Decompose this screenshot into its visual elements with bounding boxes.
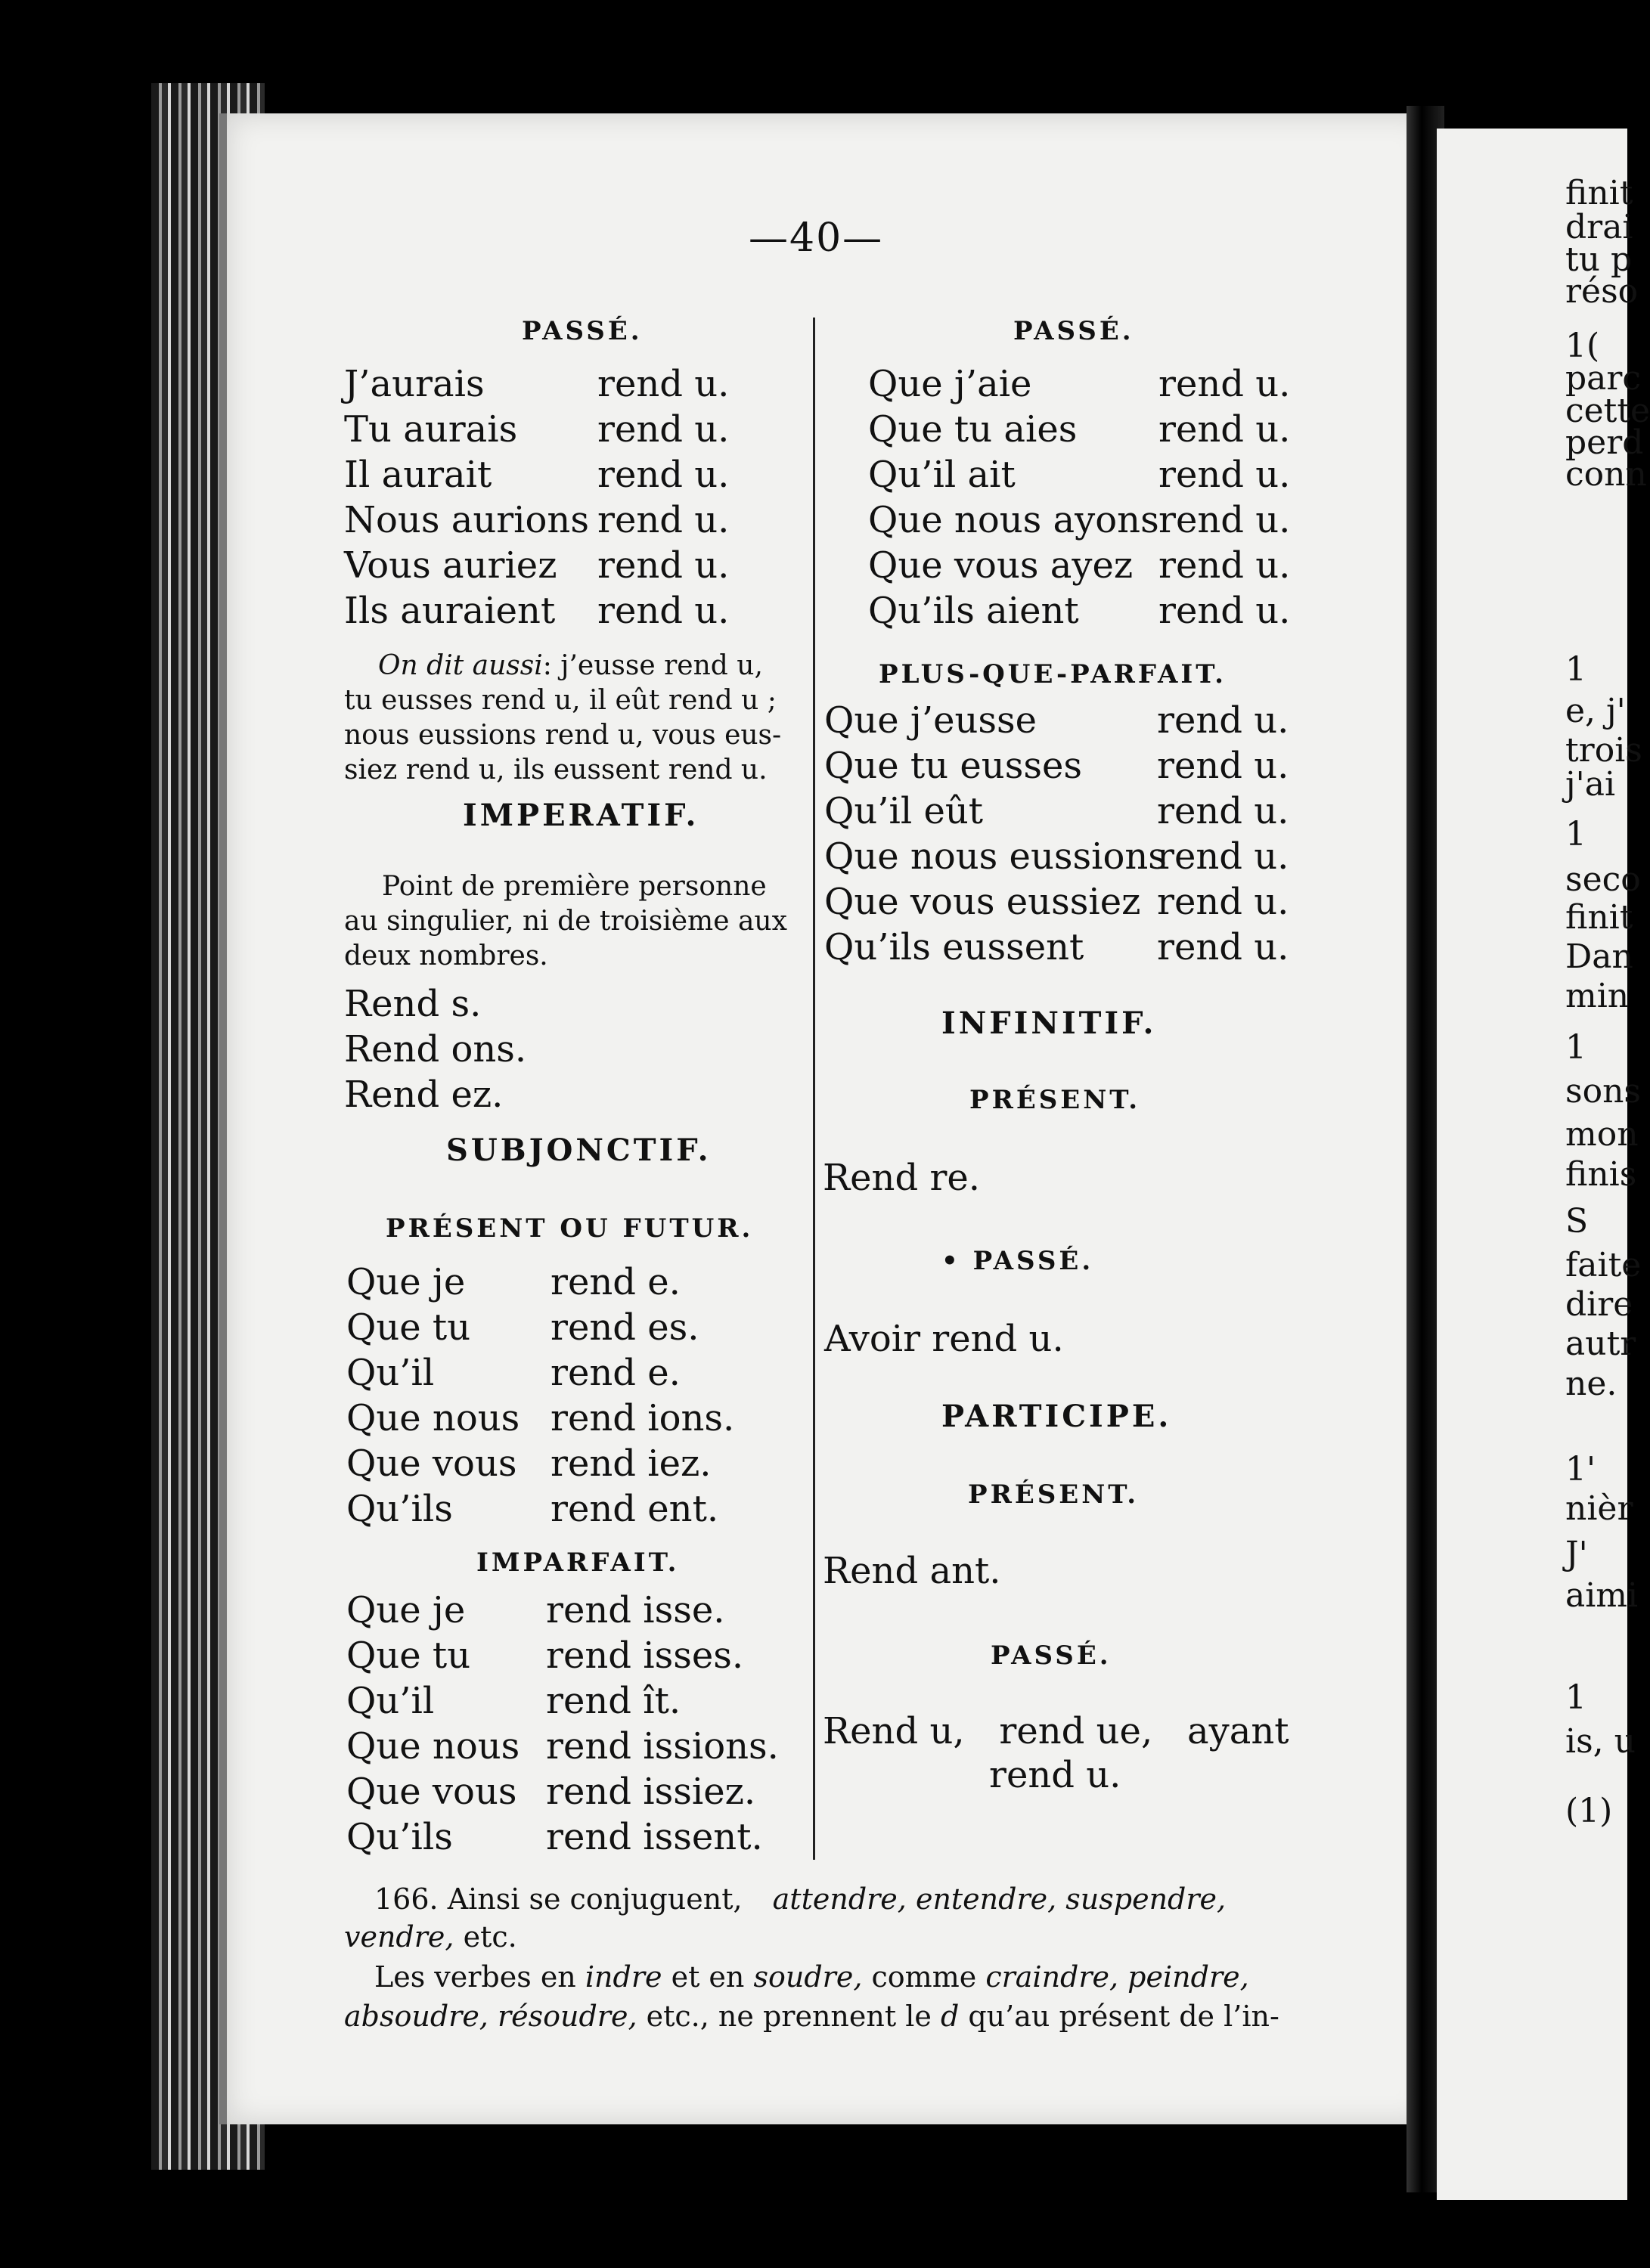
facing-page-fragment: tu p xyxy=(1565,240,1633,279)
verb-form: rend u. xyxy=(597,544,730,587)
verb-form: rend ît. xyxy=(546,1680,681,1722)
pronoun: Que tu xyxy=(346,1306,471,1349)
subjonctif-heading: SUBJONCTIF. xyxy=(446,1132,712,1168)
imperatif-form: Rend ez. xyxy=(344,1074,504,1116)
facing-page-fragment: 1 xyxy=(1565,650,1586,689)
conjugation-row xyxy=(346,1816,763,1858)
footer-line-1 xyxy=(374,1882,1226,1916)
footer-text: 166. Ainsi se conjuguent, xyxy=(374,1882,743,1916)
conjugation-row xyxy=(824,881,1289,923)
pronoun: Qu’ils aient xyxy=(868,590,1079,632)
infinitif-present-heading: PRÉSENT. xyxy=(969,1085,1141,1115)
conjugation-row xyxy=(344,544,730,587)
footer-text: etc., ne prennent le xyxy=(646,2000,932,2033)
facing-page-fragment: min xyxy=(1565,977,1630,1015)
facing-page-fragment: 1 xyxy=(1565,1028,1586,1067)
verb-form: rend u. xyxy=(1157,699,1289,742)
verb-form: rend u. xyxy=(597,454,730,496)
conjugation-row xyxy=(344,408,730,451)
verb-form: rend u. xyxy=(1157,790,1289,832)
verb-form: rend u. xyxy=(1158,454,1291,496)
pronoun: Que vous xyxy=(346,1442,517,1485)
pronoun: Qu’il ait xyxy=(868,454,1016,496)
conjugation-row xyxy=(346,1261,681,1303)
pronoun: Que je xyxy=(346,1261,466,1303)
pronoun: Que tu aies xyxy=(868,408,1078,451)
pronoun: J’aurais xyxy=(344,363,485,405)
conjugation-row xyxy=(824,699,1289,742)
imperatif-note xyxy=(344,869,813,974)
facing-page-fragment: nièr xyxy=(1565,1489,1633,1528)
verb-form: rend u. xyxy=(1157,835,1289,878)
participe-passe-line: Rend u, rend ue, ayant xyxy=(823,1710,1289,1752)
conjugation-row xyxy=(346,1488,719,1530)
footer-verbs: indre xyxy=(585,1960,662,1994)
footer-line-2 xyxy=(344,1920,517,1954)
pronoun: Vous auriez xyxy=(344,544,557,587)
participe-present-form: Rend ant. xyxy=(823,1550,1001,1592)
verb-form: rend u. xyxy=(597,590,730,632)
pronoun: Que nous eussions xyxy=(824,835,1167,878)
facing-page-fragment: (1) xyxy=(1565,1792,1613,1830)
conjugation-row xyxy=(344,454,730,496)
verb-form: rend issiez. xyxy=(546,1771,756,1813)
participe-passe-heading: PASSÉ. xyxy=(991,1641,1112,1671)
conjugation-row xyxy=(346,1306,699,1349)
pronoun: Que vous ayez xyxy=(868,544,1134,587)
verb-form: rend u. xyxy=(597,363,730,405)
conjugation-row xyxy=(344,590,730,632)
infinitif-passe-heading: • PASSÉ. xyxy=(941,1246,1094,1276)
verb-form: rend u. xyxy=(1158,544,1291,587)
pronoun: Il aurait xyxy=(344,454,492,496)
conjugation-row xyxy=(346,1397,735,1439)
on-dit-line: tu eusses rend u, il eût rend u ; xyxy=(344,685,777,716)
imperatif-note-line: deux nombres. xyxy=(344,940,548,971)
verb-form: rend isses. xyxy=(546,1634,744,1677)
conjugation-row xyxy=(346,1771,756,1813)
infinitif-heading: INFINITIF. xyxy=(941,1005,1157,1041)
pronoun: Que nous ayons xyxy=(868,499,1159,541)
footer-text: Les verbes en xyxy=(374,1960,576,1994)
facing-page-fragment: 1 xyxy=(1565,815,1586,854)
footer-verbs: d xyxy=(940,2000,960,2033)
participe-passe-line: rend u. xyxy=(989,1754,1121,1796)
verb-form: rend u. xyxy=(597,499,730,541)
facing-page-fragment: parc xyxy=(1565,359,1642,398)
facing-page-fragment: 1( xyxy=(1565,327,1600,365)
facing-page-fragment: conn xyxy=(1565,455,1647,494)
footer-text: et en xyxy=(671,1960,745,1994)
plus-que-parfait-heading: PLUS-QUE-PARFAIT. xyxy=(879,659,1227,689)
conjugation-row xyxy=(868,499,1291,541)
imperatif-form: Rend s. xyxy=(344,983,482,1025)
pronoun: Qu’il eût xyxy=(824,790,984,832)
participe-present-heading: PRÉSENT. xyxy=(968,1479,1140,1510)
facing-page-fragment: j'ai xyxy=(1565,765,1616,804)
verb-form: rend es. xyxy=(551,1306,699,1349)
pronoun: Que tu eusses xyxy=(824,745,1083,787)
conjugation-row xyxy=(824,790,1289,832)
conjugation-row xyxy=(346,1442,712,1485)
pronoun: Qu’ils xyxy=(346,1816,453,1858)
right-passe-heading: PASSÉ. xyxy=(1013,316,1134,346)
imperatif-note-line: au singulier, ni de troisième aux xyxy=(344,906,787,937)
facing-page-fragment: drai xyxy=(1565,208,1633,246)
verb-form: rend u. xyxy=(1158,408,1291,451)
verb-form: rend ions. xyxy=(551,1397,735,1439)
footer-verbs: absoudre, résoudre, xyxy=(344,2000,637,2033)
pronoun: Qu’ils eussent xyxy=(824,926,1084,968)
imparfait-heading: IMPARFAIT. xyxy=(476,1548,680,1578)
conjugation-row xyxy=(868,408,1291,451)
column-divider xyxy=(813,318,815,1860)
verb-form: rend u. xyxy=(597,408,730,451)
footer-text: etc. xyxy=(463,1920,517,1954)
facing-page-fragment: faite xyxy=(1565,1246,1642,1284)
present-futur-heading: PRÉSENT OU FUTUR. xyxy=(386,1213,754,1244)
verb-form: rend e. xyxy=(551,1352,681,1394)
facing-page-fragment: trois xyxy=(1565,731,1642,770)
facing-page-fragment: perd xyxy=(1565,423,1644,462)
facing-page-fragment: S xyxy=(1565,1202,1589,1241)
pronoun: Que j’eusse xyxy=(824,699,1037,742)
on-dit-line: : j’eusse rend u, xyxy=(542,650,763,681)
verb-form: rend isse. xyxy=(546,1589,725,1631)
facing-page-fragment: ne. xyxy=(1565,1365,1617,1403)
conjugation-row xyxy=(346,1589,725,1631)
verb-form: rend issions. xyxy=(546,1725,779,1768)
conjugation-row xyxy=(824,745,1289,787)
footer-line-3 xyxy=(374,1960,1249,1994)
pronoun: Que vous eussiez xyxy=(824,881,1141,923)
conjugation-row xyxy=(346,1680,681,1722)
footer-text: qu’au présent de l’in- xyxy=(968,2000,1279,2033)
pronoun: Que j’aie xyxy=(868,363,1032,405)
on-dit-aussi-note xyxy=(344,649,809,788)
facing-page-fragment: cette xyxy=(1565,392,1650,430)
facing-page-fragment: dire xyxy=(1565,1285,1633,1324)
pronoun: Qu’ils xyxy=(346,1488,453,1530)
facing-page-fragment: e, j' xyxy=(1565,692,1626,730)
facing-page-fragment: aimi xyxy=(1565,1576,1639,1615)
conjugation-row xyxy=(344,499,730,541)
verb-form: rend u. xyxy=(1157,745,1289,787)
on-dit-line: nous eussions rend u, vous eus- xyxy=(344,720,782,751)
verb-form: rend u. xyxy=(1158,590,1291,632)
conjugation-row xyxy=(824,926,1289,968)
conjugation-row xyxy=(824,835,1289,878)
imperatif-form: Rend ons. xyxy=(344,1028,527,1070)
pronoun: Que vous xyxy=(346,1771,517,1813)
facing-page-fragment: finit xyxy=(1565,174,1633,212)
on-dit-label: On dit aussi xyxy=(378,650,543,681)
pronoun: Que nous xyxy=(346,1725,520,1768)
facing-page-fragment: sons xyxy=(1565,1072,1641,1111)
facing-page-fragment: is, u xyxy=(1565,1722,1636,1761)
footer-text: comme xyxy=(871,1960,977,1994)
facing-page-fragment: autr xyxy=(1565,1325,1636,1363)
facing-page-fragment: J' xyxy=(1565,1535,1588,1573)
facing-page-fragment: 1 xyxy=(1565,1678,1586,1717)
conjugation-row xyxy=(346,1352,681,1394)
participe-heading: PARTICIPE. xyxy=(941,1399,1172,1434)
verb-form: rend u. xyxy=(1157,926,1289,968)
conjugation-row xyxy=(344,363,730,405)
on-dit-line: siez rend u, ils eussent rend u. xyxy=(344,754,768,785)
facing-page-fragment: seco xyxy=(1565,860,1641,899)
facing-page-fragment: finis xyxy=(1565,1155,1637,1194)
conjugation-row xyxy=(868,363,1291,405)
pronoun: Qu’il xyxy=(346,1680,435,1722)
verb-form: rend e. xyxy=(551,1261,681,1303)
conjugation-row xyxy=(868,590,1291,632)
facing-page-fragment: 1' xyxy=(1565,1450,1596,1489)
imperatif-heading: IMPERATIF. xyxy=(463,798,699,833)
conjugation-row xyxy=(868,544,1291,587)
footer-verbs: vendre, xyxy=(344,1920,454,1954)
facing-page xyxy=(1437,129,1650,2200)
footer-line-4 xyxy=(344,2000,1279,2033)
verb-form: rend ent. xyxy=(551,1488,719,1530)
pronoun: Nous aurions xyxy=(344,499,589,541)
pronoun: Ils auraient xyxy=(344,590,556,632)
verb-form: rend u. xyxy=(1158,499,1291,541)
verb-form: rend u. xyxy=(1158,363,1291,405)
conjugation-row xyxy=(346,1725,779,1768)
facing-page-fragment: Dan xyxy=(1565,937,1633,976)
infinitif-passe-form: Avoir rend u. xyxy=(824,1318,1064,1360)
pronoun: Que nous xyxy=(346,1397,520,1439)
facing-page-fragment: réso xyxy=(1565,272,1639,311)
imperatif-note-line: Point de première personne xyxy=(382,871,767,902)
verb-form: rend u. xyxy=(1157,881,1289,923)
pronoun: Que je xyxy=(346,1589,466,1631)
verb-form: rend issent. xyxy=(546,1816,763,1858)
infinitif-present-form: Rend re. xyxy=(823,1157,981,1199)
page-number: —40— xyxy=(749,215,884,261)
pronoun: Que tu xyxy=(346,1634,471,1677)
conjugation-row xyxy=(346,1634,744,1677)
pronoun: Tu aurais xyxy=(344,408,518,451)
footer-verbs: soudre, xyxy=(753,1960,863,1994)
footer-verbs: craindre, peindre, xyxy=(985,1960,1249,1994)
facing-page-fragment: finit xyxy=(1565,898,1633,937)
conjugation-row xyxy=(868,454,1291,496)
footer-verbs: attendre, entendre, suspendre, xyxy=(772,1882,1227,1916)
pronoun: Qu’il xyxy=(346,1352,435,1394)
verb-form: rend iez. xyxy=(551,1442,712,1485)
left-passe-heading: PASSÉ. xyxy=(522,316,643,346)
facing-page-fragment: mon xyxy=(1565,1115,1639,1154)
